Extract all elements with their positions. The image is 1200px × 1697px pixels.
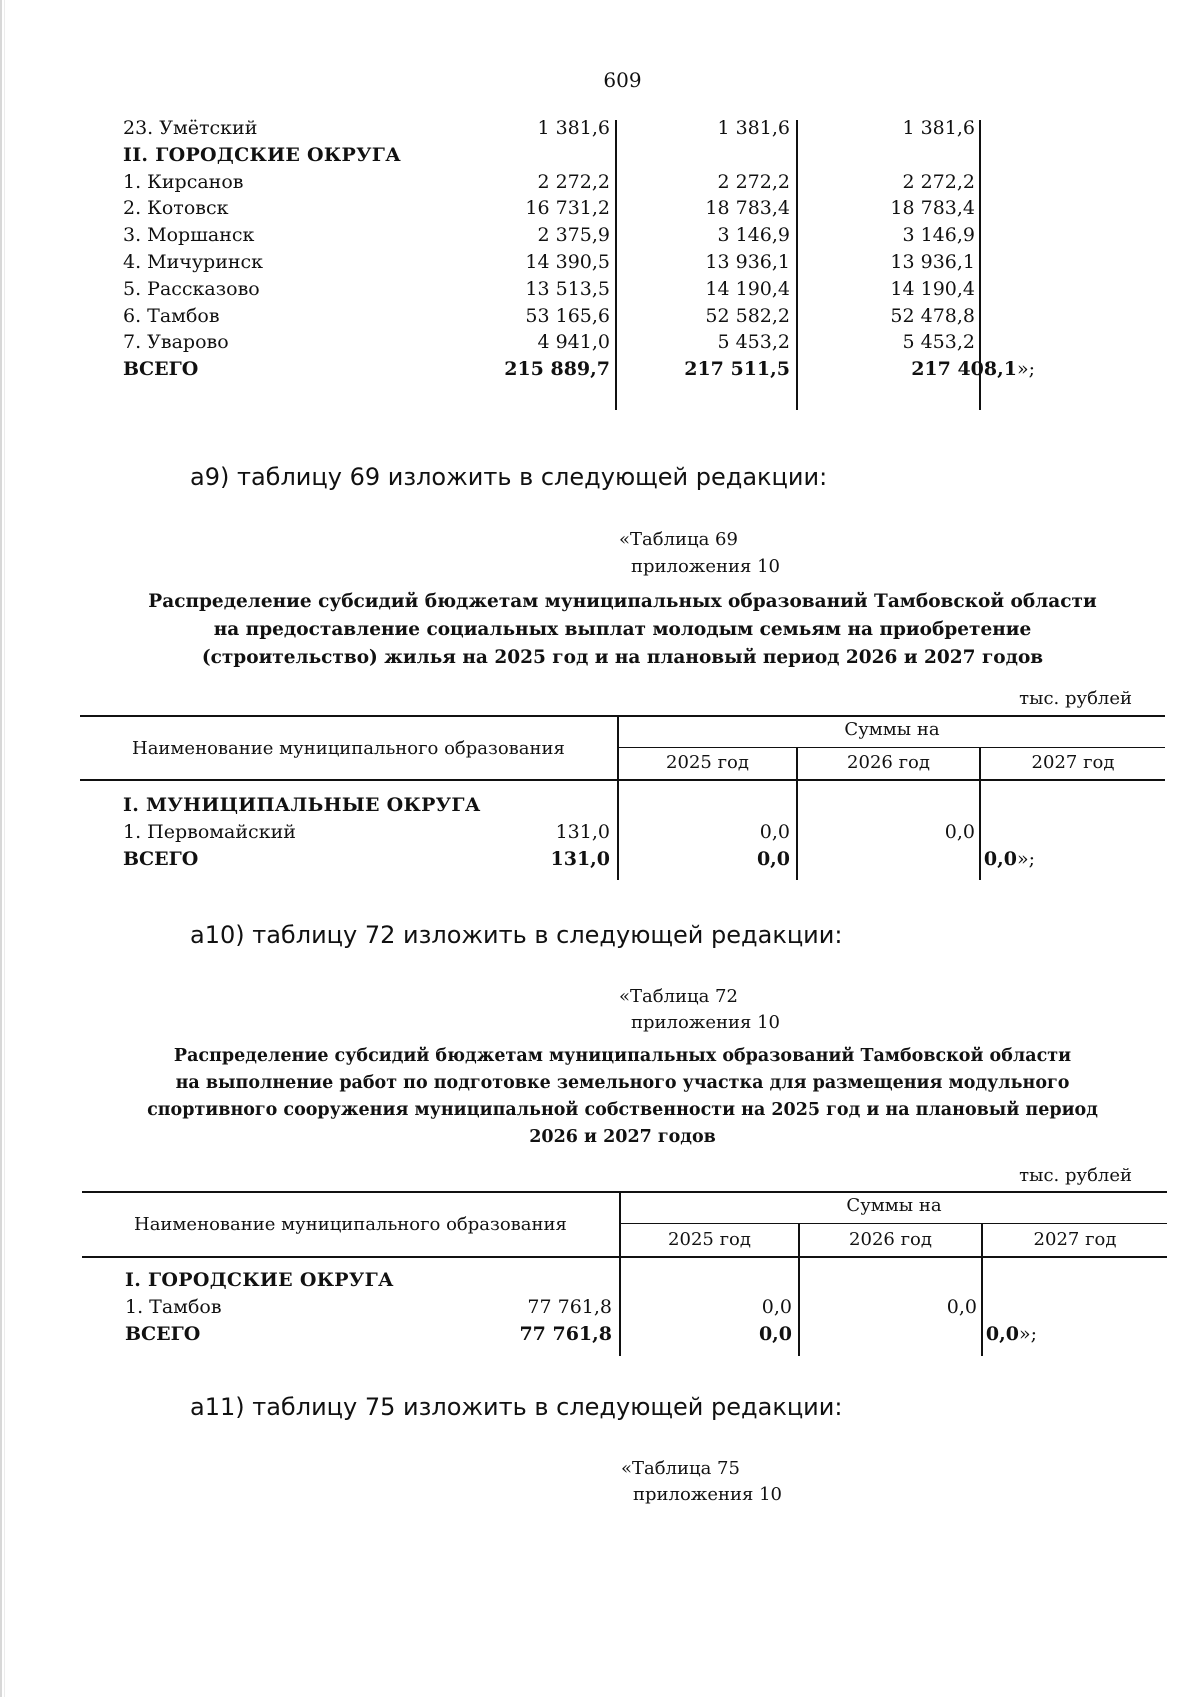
cell-year-2025: 53 165,6 — [525, 304, 610, 327]
row-name: 1. Кирсанов — [123, 170, 244, 193]
header-name-column: Наименование муниципального образования — [132, 738, 565, 759]
cell-year-2027: 13 936,1 — [890, 251, 975, 273]
cell-year-2026: 18 783,4 — [705, 197, 790, 220]
cell-year-2026: 3 146,9 — [717, 224, 790, 247]
instruction-a11: а11) таблицу 75 изложить в следующей редакции: — [190, 1393, 843, 1421]
table-row — [80, 168, 1165, 196]
cell-year-2026: 0,0 — [761, 1296, 792, 1318]
table-row — [80, 221, 1165, 249]
row-name: 3. Моршанск — [123, 224, 255, 247]
cell-year-2025: 14 390,5 — [525, 251, 610, 273]
row-name: ВСЕГО — [123, 848, 199, 870]
cell-year-2026: 13 936,1 — [705, 251, 790, 273]
table-row — [80, 194, 1165, 222]
cell-year-2026: 1 381,6 — [717, 117, 790, 139]
header-year-2027: 2027 год — [1033, 1229, 1117, 1250]
cell-year-2025: 1 381,6 — [537, 117, 610, 139]
table-row — [80, 114, 1165, 142]
table-row — [80, 328, 1165, 356]
instruction-a9: а9) таблицу 69 изложить в следующей редакции: — [190, 463, 828, 491]
units-label: тыс. рублей — [1019, 688, 1132, 709]
table-continuation — [80, 114, 1165, 414]
cell-year-2027: 2 272,2 — [902, 170, 975, 193]
row-name: 7. Уварово — [123, 331, 229, 354]
scan-edge — [0, 0, 2, 1697]
row-name: 2. Котовск — [123, 197, 229, 220]
row-name: 4. Мичуринск — [123, 251, 264, 273]
table-total-row — [80, 355, 1165, 383]
table-caption: «Таблица 69 — [619, 529, 738, 550]
cell-year-2027: 3 146,9 — [902, 224, 975, 247]
cell-year-2026: 2 272,2 — [717, 170, 790, 193]
cell-year-2027: 1 381,6 — [902, 117, 975, 139]
row-name: ВСЕГО — [123, 358, 199, 381]
table-title-line: Распределение субсидий бюджетам муниципальных образований Тамбовской области — [173, 1046, 1072, 1066]
cell-year-2027: 18 783,4 — [890, 197, 975, 220]
row-name: 1. Тамбов — [125, 1296, 222, 1318]
cell-year-2025: 2 375,9 — [537, 224, 610, 247]
page-number: 609 — [603, 68, 642, 92]
scan-edge — [4, 0, 5, 1697]
cell-year-2026: 217 511,5 — [684, 358, 790, 381]
row-name: I. ГОРОДСКИЕ ОКРУГА — [125, 1269, 394, 1291]
table-row — [80, 818, 1165, 846]
cell-year-2027: 0,0 — [946, 1296, 977, 1318]
cell-year-2026: 0,0 — [756, 848, 790, 870]
row-name: ВСЕГО — [125, 1323, 201, 1345]
header-year-2026: 2026 год — [847, 752, 930, 773]
cell-year-2027: 5 453,2 — [902, 331, 975, 354]
table-caption-appendix: приложения 10 — [633, 1484, 782, 1505]
table-total-row — [82, 1320, 1167, 1348]
header-year-2026: 2026 год — [849, 1229, 932, 1250]
row-name: II. ГОРОДСКИЕ ОКРУГА — [123, 143, 401, 166]
cell-year-2027: 0,0 — [944, 821, 975, 843]
row-name: 23. Умётский — [123, 117, 258, 139]
cell-year-2027: 0,0»; — [985, 1323, 1037, 1345]
row-name: 1. Первомайский — [123, 821, 296, 843]
table-section-row — [80, 791, 1165, 819]
cell-year-2027: 14 190,4 — [890, 277, 975, 300]
table-69 — [80, 715, 1165, 885]
row-name: 5. Рассказово — [123, 277, 260, 300]
table-row — [80, 248, 1165, 276]
header-sums: Суммы на — [846, 1195, 942, 1216]
cell-year-2025: 215 889,7 — [504, 358, 610, 381]
cell-year-2026: 5 453,2 — [717, 331, 790, 354]
table-title-line: (строительство) жилья на 2025 год и на плановый период 2026 и 2027 годов — [201, 647, 1044, 668]
table-72 — [82, 1191, 1167, 1361]
table-total-row — [80, 845, 1165, 873]
closing-quote: »; — [1016, 848, 1035, 870]
instruction-a10: а10) таблицу 72 изложить в следующей редакции: — [190, 921, 843, 949]
units-label: тыс. рублей — [1019, 1165, 1132, 1186]
table-caption: «Таблица 72 — [619, 986, 738, 1007]
header-year-2025: 2025 год — [668, 1229, 751, 1250]
row-name: 6. Тамбов — [123, 304, 220, 327]
table-row — [82, 1293, 1167, 1321]
table-section-row — [82, 1266, 1167, 1294]
table-caption-appendix: приложения 10 — [631, 1012, 780, 1033]
cell-year-2025: 16 731,2 — [525, 197, 610, 220]
cell-year-2025: 77 761,8 — [527, 1296, 612, 1318]
cell-year-2027: 217 408,1»; — [911, 358, 1035, 381]
cell-year-2026: 14 190,4 — [705, 277, 790, 300]
header-sums: Суммы на — [844, 719, 940, 740]
table-title-line: на выполнение работ по подготовке земельного участка для размещения модульного — [175, 1073, 1070, 1093]
table-title-line: Распределение субсидий бюджетам муниципальных образований Тамбовской области — [148, 591, 1097, 612]
cell-year-2026: 0,0 — [758, 1323, 792, 1345]
cell-year-2026: 52 582,2 — [705, 304, 790, 327]
cell-year-2025: 131,0 — [555, 821, 610, 843]
closing-quote: »; — [1016, 358, 1035, 381]
table-title-line: спортивного сооружения муниципальной собственности на 2025 год и на плановый период — [147, 1100, 1098, 1120]
cell-year-2026: 0,0 — [759, 821, 790, 843]
cell-year-2027: 52 478,8 — [890, 304, 975, 327]
table-section-row — [80, 141, 1165, 169]
cell-year-2025: 131,0 — [550, 848, 610, 870]
table-caption-appendix: приложения 10 — [631, 556, 780, 577]
header-name-column: Наименование муниципального образования — [134, 1214, 567, 1235]
table-caption: «Таблица 75 — [621, 1458, 740, 1479]
row-name: I. МУНИЦИПАЛЬНЫЕ ОКРУГА — [123, 794, 481, 816]
cell-year-2025: 4 941,0 — [537, 331, 610, 354]
cell-year-2025: 13 513,5 — [525, 277, 610, 300]
header-year-2027: 2027 год — [1031, 752, 1115, 773]
table-title-line: 2026 и 2027 годов — [529, 1127, 716, 1147]
table-row — [80, 302, 1165, 330]
header-year-2025: 2025 год — [666, 752, 749, 773]
closing-quote: »; — [1018, 1323, 1037, 1345]
cell-year-2025: 2 272,2 — [537, 170, 610, 193]
table-row — [80, 275, 1165, 303]
cell-year-2027: 0,0»; — [983, 848, 1035, 870]
cell-year-2025: 77 761,8 — [519, 1323, 612, 1345]
table-title-line: на предоставление социальных выплат молодым семьям на приобретение — [213, 619, 1032, 640]
